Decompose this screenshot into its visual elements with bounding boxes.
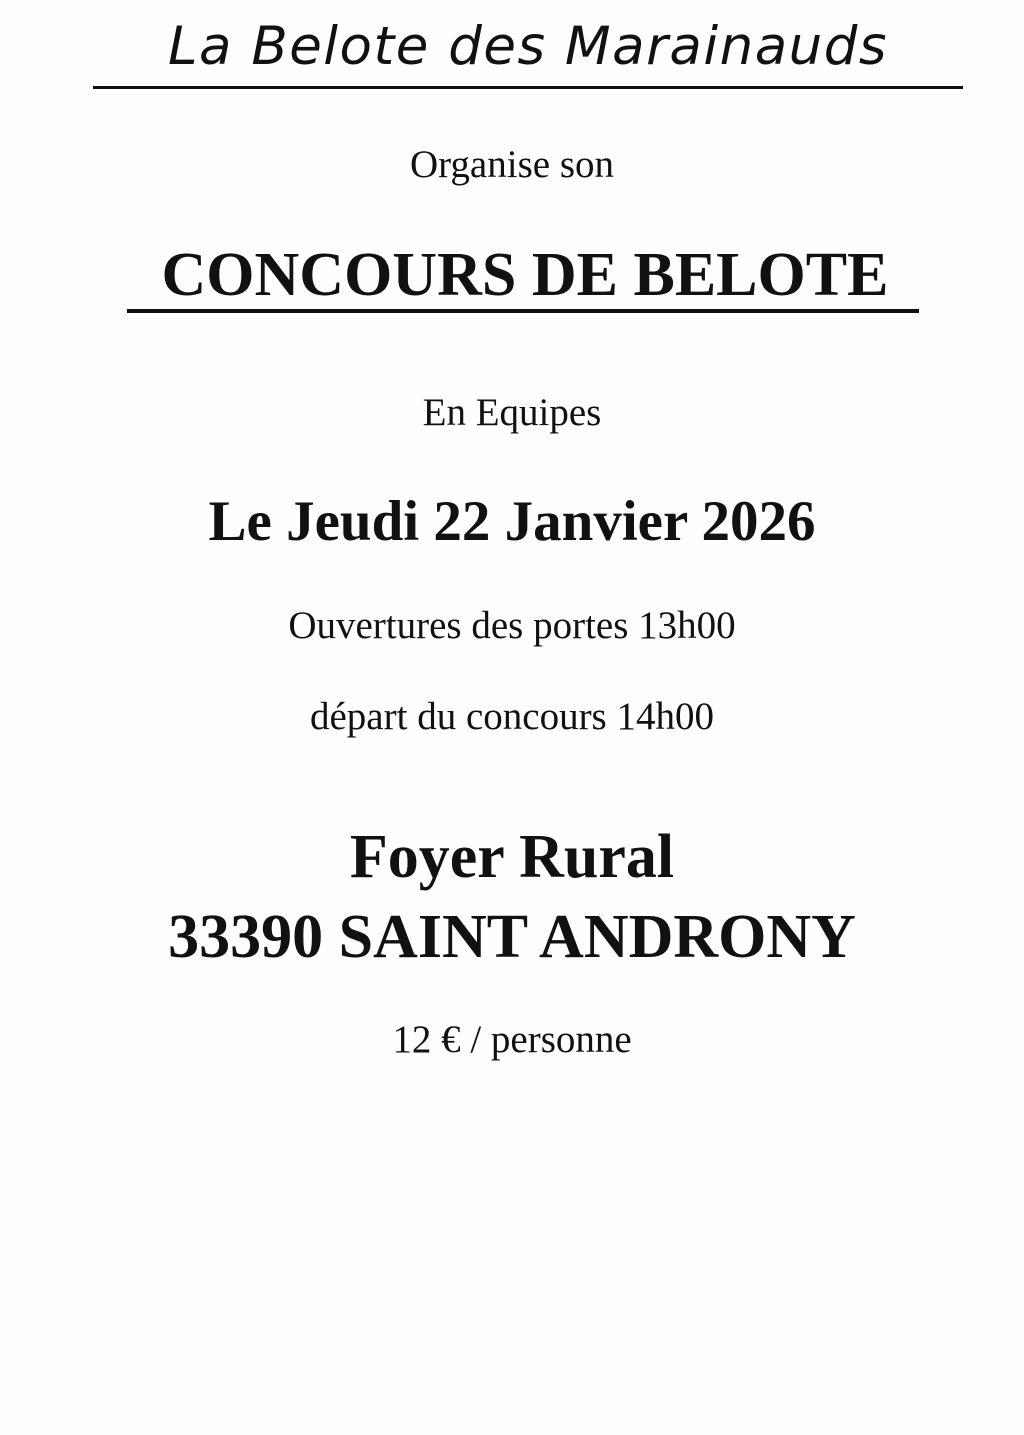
event-title-underline bbox=[127, 309, 919, 313]
heading-underline bbox=[93, 86, 963, 89]
entry-price: 12 € / personne bbox=[392, 1018, 632, 1061]
event-date: Le Jeudi 22 Janvier 2026 bbox=[208, 490, 816, 553]
event-title: CONCOURS DE BELOTE bbox=[161, 241, 889, 309]
intro-text: Organise son bbox=[409, 143, 614, 186]
club-name-heading: La Belote des Marainauds bbox=[167, 16, 889, 77]
event-format: En Equipes bbox=[422, 391, 602, 434]
start-time: départ du concours 14h00 bbox=[310, 695, 714, 738]
doors-open-time: Ouvertures des portes 13h00 bbox=[288, 604, 736, 647]
venue-address: 33390 SAINT ANDRONY bbox=[168, 903, 856, 971]
venue-name: Foyer Rural bbox=[349, 823, 675, 891]
